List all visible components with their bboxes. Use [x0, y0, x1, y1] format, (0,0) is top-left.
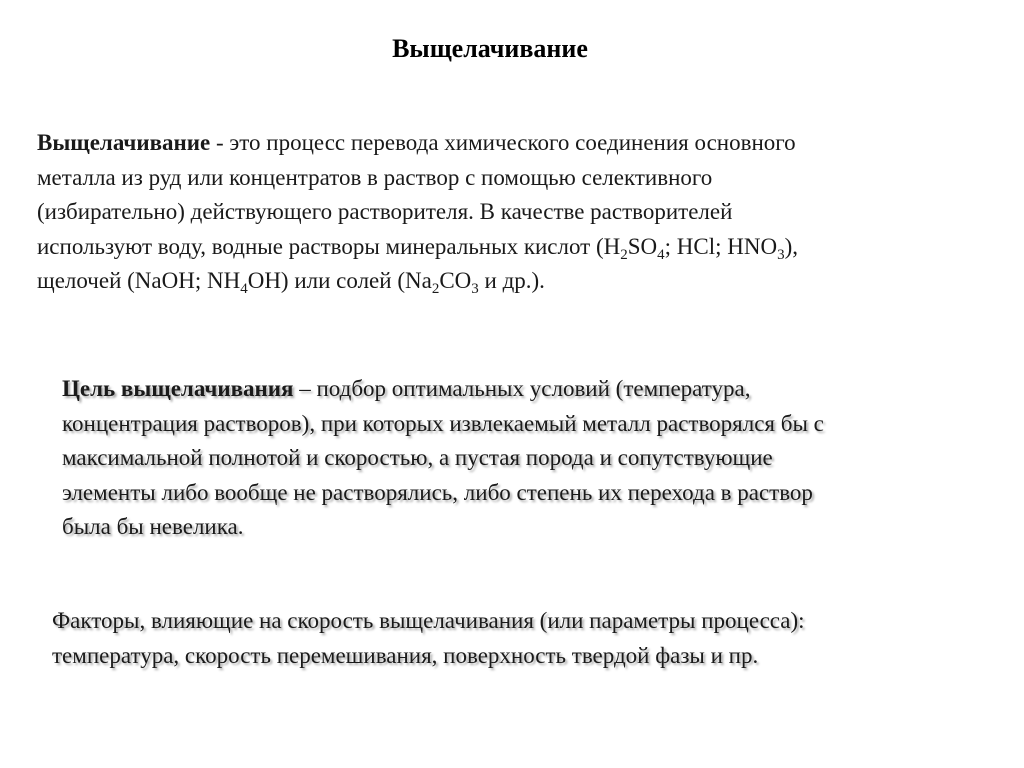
goal-term: Цель выщелачивания [62, 376, 294, 401]
definition-line: (избирательно) действующего растворителя. В качестве растворителей [37, 199, 733, 224]
goal-line: максимальной полнотой и скоростью, а пустая порода и сопутствующие [62, 445, 773, 470]
goal-paragraph [62, 372, 1012, 545]
factors-line: Факторы, влияющие на скорость выщелачивания (или параметры процесса): [52, 608, 805, 633]
definition-text: и др.). [478, 268, 545, 293]
definition-text: ), [784, 233, 799, 259]
definition-line [37, 230, 997, 265]
definition-text: ; HCl; HNO [664, 233, 778, 259]
subscript: 2 [431, 281, 440, 297]
definition-text: OH) или солей (Na [247, 268, 432, 293]
goal-line [62, 372, 1012, 407]
definition-text: щелочей (NaOH; NH [37, 268, 241, 293]
goal-text: – подбор оптимальных условий (температура, [293, 376, 751, 401]
definition-text: CO [439, 268, 472, 293]
goal-line: концентрация растворов), при которых извлекаемый металл растворялся бы с [62, 410, 824, 436]
factors-paragraph [52, 604, 1002, 673]
subscript: 3 [471, 281, 479, 297]
page-title: Выщелачивание [392, 34, 588, 63]
subscript: 4 [240, 281, 248, 297]
subscript: 2 [620, 246, 628, 263]
definition-text: используют воду, водные растворы минеральных кислот (H [37, 233, 621, 259]
definition-paragraph [37, 126, 997, 299]
subscript: 3 [777, 246, 785, 263]
goal-line: элементы либо вообще не растворялись, либо степень их перехода в раствор [62, 479, 813, 505]
definition-text: SO [627, 233, 658, 259]
subscript: 4 [657, 246, 665, 263]
definition-line [37, 126, 997, 161]
goal-line: была бы невелика. [62, 514, 244, 539]
definition-term: Выщелачивание [37, 130, 211, 155]
definition-text: - это процесс перевода химического соединения основного [210, 130, 796, 155]
factors-line: температура, скорость перемешивания, поверхность твердой фазы и пр. [52, 642, 759, 668]
definition-line: металла из руд или концентратов в раствор с помощью селективного [37, 164, 713, 190]
definition-line [37, 264, 997, 299]
